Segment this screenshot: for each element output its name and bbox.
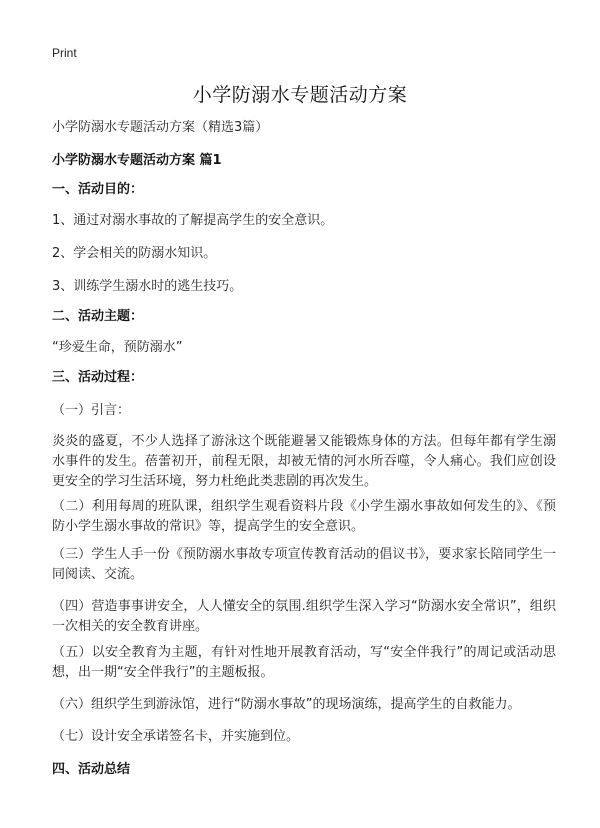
goal-item: 3、训练学生溺水时的逃生技巧。 (52, 279, 243, 294)
heading-process: 三、活动过程： (52, 370, 144, 385)
step-paragraph: （七）设计安全承诺签名卡，并实施到位。 (52, 729, 300, 744)
page-title: 小学防溺水专题活动方案 (192, 84, 408, 106)
step-paragraph: （六）组织学生到游泳馆，进行“防溺水事故”的现场演练，提高学生的自救能力。 (52, 697, 521, 712)
goal-item: 1、通过对溺水事故的了解提高学生的安全意识。 (52, 213, 334, 228)
step-paragraph: （五）以安全教育为主题，有针对性地开展教育活动，写“安全伴我行”的周记或活动思想，出一期“安全伴我行”的主题板报。 (52, 645, 556, 680)
goal-item: 2、学会相关的防溺水知识。 (52, 246, 217, 261)
heading-summary: 四、活动总结 (52, 762, 131, 777)
step-intro-label: （一）引言： (52, 403, 131, 418)
section-heading: 小学防溺水专题活动方案 篇1 (52, 153, 222, 168)
step-paragraph: （四）营造事事讲安全，人人懂安全的氛围.组织学生深入学习“防溺水安全常识”，组织一次相关的安全教育讲座。 (52, 599, 556, 634)
heading-purpose: 一、活动目的： (52, 182, 144, 197)
heading-theme: 二、活动主题： (52, 309, 144, 324)
print-label[interactable]: Print (52, 46, 77, 60)
step-paragraph: （二）利用每周的班队课，组织学生观看资料片段《小学生溺水事故如何发生的》、《预防小学生溺水事故的常识》等，提高学生的安全意识。 (52, 499, 556, 534)
theme-text: “珍爱生命，预防溺水” (52, 340, 183, 355)
intro-paragraph: 炎炎的盛夏，不少人选择了游泳这个既能避暑又能锻炼身体的方法。但每年都有学生溺水事件的发生。蓓蕾初开，前程无限，却被无情的河水所吞噬，令人痛心。我们应创设更安全的学习生活环境，努力杜绝此类悲剧的再次发生。 (52, 434, 556, 489)
document-subtitle: 小学防溺水专题活动方案（精选3篇） (52, 120, 269, 135)
step-paragraph: （三）学生人手一份《预防溺水事故专项宣传教育活动的倡议书》，要求家长陪同学生一同阅读、交流。 (52, 547, 556, 582)
